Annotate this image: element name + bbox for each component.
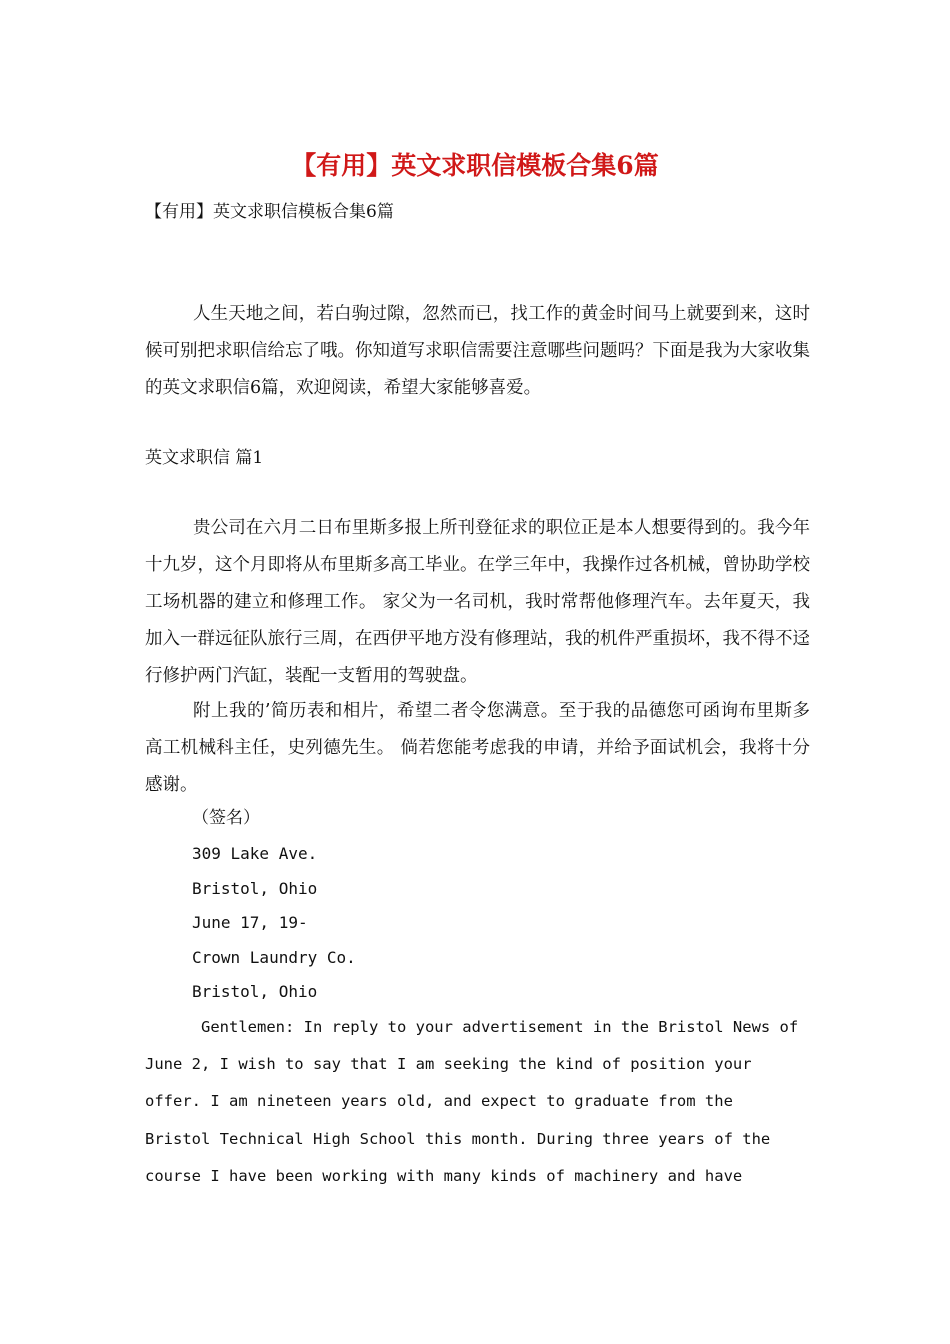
address-line: Bristol, Ohio bbox=[192, 879, 318, 898]
address-line: Crown Laundry Co. bbox=[192, 948, 356, 967]
section1-paragraph-2: 附上我的’简历表和相片，希望二者令您满意。至于我的品德您可函询布里斯多高工机械科主任，史列德先生。 倘若您能考虑我的申请，并给予面试机会，我将十分感谢。 bbox=[145, 701, 810, 795]
english-line: Bristol Technical High School this month. During three years of the bbox=[145, 1129, 771, 1148]
address-line: 309 Lake Ave. bbox=[192, 844, 318, 863]
address-line: June 17, 19- bbox=[192, 913, 308, 932]
english-letter-body bbox=[145, 1009, 815, 1195]
section-heading-1: 英文求职信 篇1 bbox=[145, 448, 264, 468]
signature-line: （签名） bbox=[192, 808, 260, 828]
address-line: Bristol, Ohio bbox=[192, 982, 318, 1001]
english-line: Gentlemen: In reply to your advertisement in the Bristol News of bbox=[145, 1018, 799, 1036]
document-title: 【有用】英文求职信模板合集6篇 bbox=[291, 151, 659, 180]
english-line: course I have been working with many kinds of machinery and have bbox=[145, 1166, 743, 1185]
english-line: June 2, I wish to say that I am seeking the kind of position your bbox=[145, 1055, 752, 1074]
intro-paragraph: 人生天地之间，若白驹过隙，忽然而已，找工作的黄金时间马上就要到来，这时候可别把求职信给忘了哦。你知道写求职信需要注意哪些问题吗？下面是我为大家收集的英文求职信6篇，欢迎阅读，希望大家能够喜爱。 bbox=[145, 304, 810, 398]
document-subtitle: 【有用】英文求职信模板合集6篇 bbox=[145, 202, 394, 222]
english-line: offer. I am nineteen years old, and expect to graduate from the bbox=[145, 1092, 733, 1111]
section1-paragraph-1: 贵公司在六月二日布里斯多报上所刊登征求的职位正是本人想要得到的。我今年十九岁，这个月即将从布里斯多高工毕业。在学三年中，我操作过各机械，曾协助学校工场机器的建立和修理工作。 家父为一名司机，我时常帮他修理汽车。去年夏天，我加入一群远征队旅行三周，在西伊平地方没有修理站，我的机件严重损坏，我不得不迳行修护两门汽缸，装配一支暂用的驾驶盘。 bbox=[145, 518, 810, 686]
